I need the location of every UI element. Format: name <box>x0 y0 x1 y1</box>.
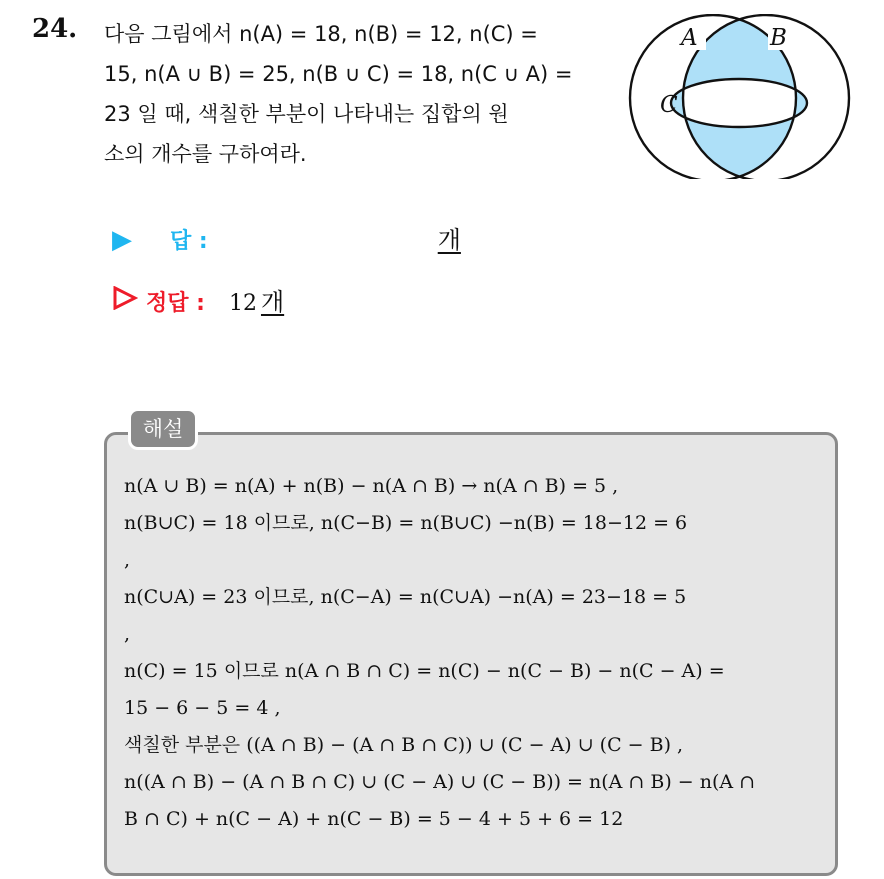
label-b: B <box>770 25 787 51</box>
correct-answer-row <box>112 282 284 317</box>
solution-line: 15 − 6 − 5 = 4 , <box>124 697 281 719</box>
correct-answer-label: 정답 : <box>146 291 205 316</box>
label-c: C <box>660 92 678 118</box>
solution-line: B ∩ C) + n(C − A) + n(C − B) = 5 − 4 + 5 + 6 = 12 <box>124 808 624 830</box>
solution-line: 색칠한 부분은 ((A ∩ B) − (A ∩ B ∩ C)) ∪ (C − A) ∪ (C − B) , <box>124 734 684 756</box>
play-outline-icon <box>112 286 146 314</box>
solution-line: n(B∪C) = 18 이므로, n(C−B) = n(B∪C) −n(B) = 18−12 = 6 <box>124 512 688 534</box>
solution-line: , <box>124 623 131 645</box>
question-line: 소의 개수를 구하여라. <box>104 142 307 166</box>
solution-tab: 해설 <box>128 408 198 450</box>
solution-line: , <box>124 549 131 571</box>
solution-line: n((A ∩ B) − (A ∩ B ∩ C) ∪ (C − A) ∪ (C − B)) = n(A ∩ B) − n(A ∩ <box>124 771 756 793</box>
solution-line: n(A ∪ B) = n(A) + n(B) − n(A ∩ B) → n(A ∩ B) = 5 , <box>124 475 619 497</box>
answer-unit: 개 <box>437 226 461 254</box>
answer-blank-row <box>112 220 461 255</box>
correct-answer-value-group <box>229 282 284 317</box>
solution-line: n(C) = 15 이므로 n(A ∩ B ∩ C) = n(C) − n(C − B) − n(C − A) = <box>124 660 725 682</box>
answer-label: 답 : <box>170 229 208 254</box>
play-filled-icon: ▶ <box>112 225 132 255</box>
question-line: 15, n(A ∪ B) = 25, n(B ∪ C) = 18, n(C ∪ A) = <box>104 62 573 86</box>
solution-line: n(C∪A) = 23 이므로, n(C−A) = n(C∪A) −n(A) = 23−18 = 5 <box>124 586 687 608</box>
label-a: A <box>681 25 698 51</box>
solution-text <box>124 468 830 838</box>
question-number: 24. <box>32 14 78 44</box>
correct-answer-value: 12 <box>228 291 257 316</box>
correct-answer-unit: 개 <box>260 288 285 316</box>
question-line: 다음 그림에서 n(A) = 18, n(B) = 12, n(C) = <box>104 22 538 46</box>
question-text <box>104 14 596 174</box>
venn-diagram <box>618 14 858 179</box>
question-line: 23 일 때, 색칠한 부분이 나타내는 집합의 원 <box>104 102 509 126</box>
